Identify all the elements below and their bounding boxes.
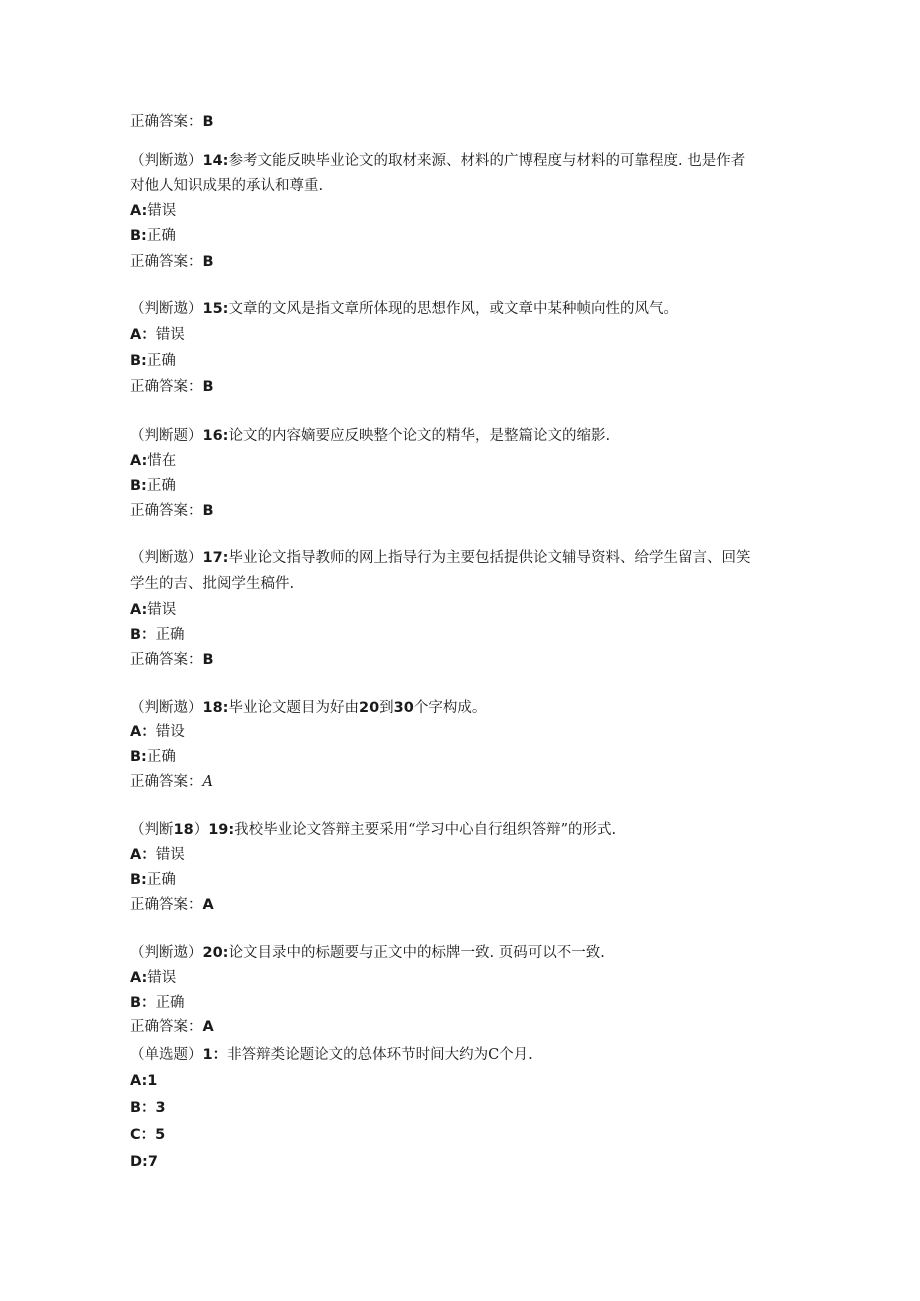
option-b: B:正确 — [130, 749, 176, 765]
option-c: C：5 — [130, 1127, 166, 1143]
answer-line: 正确答案：B — [130, 114, 214, 130]
option-b: B:正确 — [130, 228, 176, 244]
option-b: B：正确 — [130, 627, 185, 643]
option-b: B:正确 — [130, 872, 176, 888]
option-a: A：错误 — [130, 847, 185, 863]
option-a: A:错误 — [130, 203, 177, 219]
answer-line: 正确答案：B — [130, 652, 214, 668]
question-17: （判断遨）17:毕业论文指导教师的网上指导行为主要包括提供论文辅导资料、给学生留言、回笑 — [130, 550, 751, 566]
single-question-1: （单选题）1：非答辩类论题论文的总体环节时间大约为C个月. — [130, 1047, 533, 1063]
question-20: （判断遨）20:论文目录中的标题要与正文中的标牌一致. 页码可以不一致. — [130, 945, 605, 961]
answer-line: 正确答案：A — [130, 897, 214, 913]
question-14-cont: 对他人知识成果的承认和尊重. — [130, 178, 324, 194]
option-a: A:惜在 — [130, 453, 177, 469]
question-15: （判断遨）15:文章的文风是指文章所体现的思想作风，或文章中某种帧向性的风气。 — [130, 301, 678, 317]
option-b: B：正确 — [130, 995, 185, 1011]
question-17-cont: 学生的吉、批阅学生稿件. — [130, 576, 295, 592]
option-d: D:7 — [130, 1154, 158, 1170]
option-b: B:正确 — [130, 478, 176, 494]
option-a: A:错误 — [130, 602, 177, 618]
answer-line: 正确答案：B — [130, 503, 214, 519]
question-14: （判断遨）14:参考文能反映毕业论文的取材来源、材料的广博程度与材料的可靠程度. 也是作者 — [130, 153, 746, 169]
answer-line: 正确答案：A — [130, 774, 213, 790]
question-18: （判断遨）18:毕业论文题目为好由20到30个字构成。 — [130, 700, 487, 716]
option-a: A：错误 — [130, 327, 185, 343]
answer-line: 正确答案：B — [130, 254, 214, 270]
option-a: A:1 — [130, 1073, 158, 1089]
option-b: B:正确 — [130, 353, 176, 369]
answer-line: 正确答案：A — [130, 1019, 214, 1035]
answer-line: 正确答案：B — [130, 379, 214, 395]
option-a: A:错误 — [130, 970, 177, 986]
option-a: A：错设 — [130, 724, 185, 740]
question-19: （判断18）19:我校毕业论文答辩主要采用“学习中心自行组织答辩”的形式. — [130, 822, 617, 838]
option-b: B：3 — [130, 1100, 166, 1116]
question-16: （判断题）16:论文的内容嫡要应反映整个论文的精华，是整篇论文的缩影. — [130, 428, 611, 444]
